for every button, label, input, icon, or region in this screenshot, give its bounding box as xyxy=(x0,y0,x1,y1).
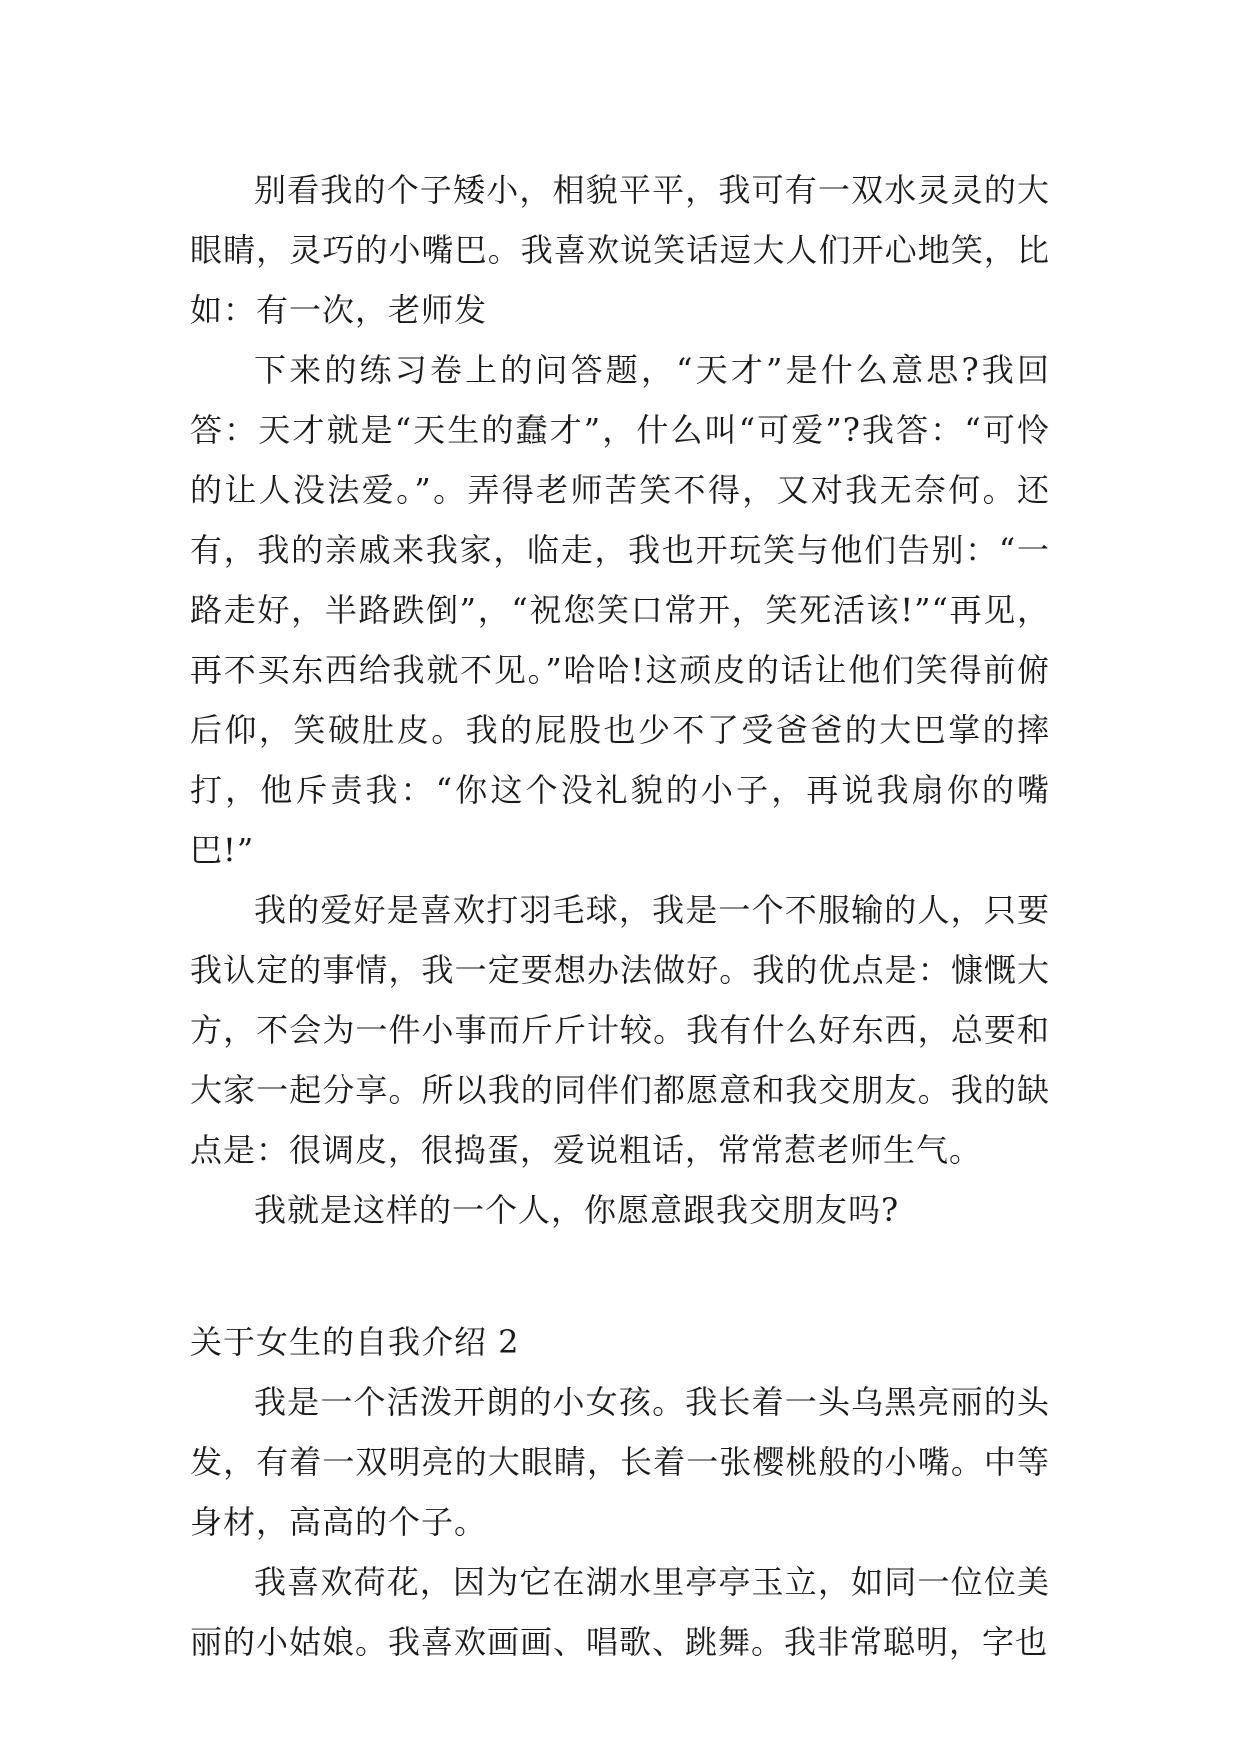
document-body xyxy=(190,160,1050,1672)
paragraph-girl-appearance: 我是一个活泼开朗的小女孩。我长着一头乌黑亮丽的头发，有着一双明亮的大眼睛，长着一张樱桃般的小嘴。中等身材，高高的个子。 xyxy=(190,1383,1050,1541)
section-spacer xyxy=(190,1240,1050,1266)
paragraph-hobbies: 我的爱好是喜欢打羽毛球，我是一个不服输的人，只要我认定的事情，我一定要想办法做好。我的优点是：慷慨大方，不会为一件小事而斤斤计较。我有什么好东西，总要和大家一起分享。所以我的同伴们都愿意和我交朋友。我的缺点是：很调皮，很捣蛋，爱说粗话，常常惹老师生气。 xyxy=(190,891,1050,1169)
paragraph-jokes: 下来的练习卷上的问答题，“天才”是什么意思?我回答：天才就是“天生的蠢才”，什么叫“可爱”?我答：“可怜的让人没法爱。”。弄得老师苦笑不得，又对我无奈何。还有，我的亲戚来我家，临走，我也开玩笑与他们告别：“一路走好，半路跌倒”，“祝您笑口常开，笑死活该!”“再见，再不买东西给我就不见。”哈哈!这顽皮的话让他们笑得前俯后仰，笑破肚皮。我的屁股也少不了受爸爸的大巴掌的摔打，他斥责我：“你这个没礼貌的小子，再说我扇你的嘴巴!” xyxy=(190,351,1050,869)
paragraph-girl-hobbies: 我喜欢荷花，因为它在湖水里亭亭玉立，如同一位位美丽的小姑娘。我喜欢画画、唱歌、跳舞。我非常聪明，字也 xyxy=(190,1563,1050,1661)
paragraph-appearance: 别看我的个子矮小，相貌平平，我可有一双水灵灵的大眼睛，灵巧的小嘴巴。我喜欢说笑话逗大人们开心地笑，比如：有一次，老师发 xyxy=(190,171,1050,329)
section-heading: 关于女生的自我介绍 2 xyxy=(190,1323,520,1361)
paragraph-closing: 我就是这样的一个人，你愿意跟我交朋友吗? xyxy=(254,1191,900,1229)
